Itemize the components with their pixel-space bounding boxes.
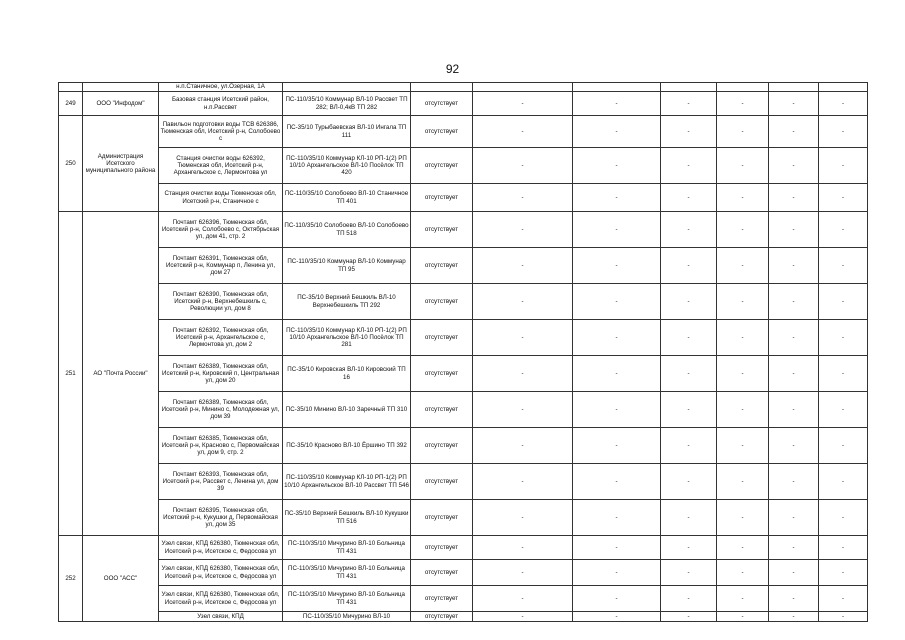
dash-cell: - xyxy=(661,320,717,356)
dash-cell: - xyxy=(819,536,868,560)
dash-cell: - xyxy=(717,586,769,612)
object-cell: Базовая станция Исетский район, н.п.Рассвет xyxy=(159,92,283,116)
dash-cell: - xyxy=(769,148,819,184)
dash-cell: - xyxy=(661,464,717,500)
num-cell: 249 xyxy=(59,92,83,116)
org-cell: ООО "АСС" xyxy=(83,536,159,622)
status-cell: отсутствует xyxy=(411,392,473,428)
object-cell: Почтамт 626392, Тюменская обл, Исетский р-н, Архангельское с, Лермонтова ул, дом 2 xyxy=(159,320,283,356)
dash-cell: - xyxy=(573,586,661,612)
dash-cell: - xyxy=(661,612,717,622)
dash-cell: - xyxy=(769,392,819,428)
status-cell: отсутствует xyxy=(411,184,473,212)
dash-cell: - xyxy=(819,92,868,116)
dash-cell: - xyxy=(769,248,819,284)
num-cell: 251 xyxy=(59,212,83,536)
dash-cell: - xyxy=(573,92,661,116)
dash-cell: - xyxy=(473,500,573,536)
dash-cell: - xyxy=(573,116,661,148)
supply-cell: ПС-35/10 Турыбаевская ВЛ-10 Ингала ТП 111 xyxy=(283,116,411,148)
dash-cell: - xyxy=(769,320,819,356)
dash-cell: - xyxy=(769,560,819,586)
dash-cell: - xyxy=(473,92,573,116)
dash-cell: - xyxy=(473,536,573,560)
dash-cell: - xyxy=(717,248,769,284)
dash-cell: - xyxy=(661,184,717,212)
object-cell: Станция очистки воды 626392, Тюменская обл, Исетский р-н, Архангельское с, Лермонтова ул xyxy=(159,148,283,184)
supply-cell: ПС-110/35/10 Мичурино ВЛ-10 Больница ТП 431 xyxy=(283,586,411,612)
supply-cell: ПС-35/10 Верхний Бешкиль ВЛ-10 Кукушки ТП 516 xyxy=(283,500,411,536)
dash-cell: - xyxy=(769,612,819,622)
dash-cell: - xyxy=(573,536,661,560)
dash-cell: - xyxy=(573,428,661,464)
table-row xyxy=(59,392,868,428)
dash-cell: - xyxy=(473,586,573,612)
dash-cell: - xyxy=(717,500,769,536)
empty-cell xyxy=(573,83,661,92)
dash-cell: - xyxy=(573,212,661,248)
status-cell: отсутствует xyxy=(411,92,473,116)
object-cell: Почтамт 626396, Тюменская обл, Исетский р-н, Солобоево с, Октябрьская ул, дом 41, стр. 2 xyxy=(159,212,283,248)
dash-cell: - xyxy=(473,392,573,428)
object-cell: Почтамт 626389, Тюменская обл, Исетский р-н, Минино с, Молодежная ул, дом 39 xyxy=(159,392,283,428)
object-cell: Почтамт 626391, Тюменская обл, Исетский р-н, Коммунар п, Ленина ул, дом 27 xyxy=(159,248,283,284)
supply-cell: ПС-110/35/10 Коммунар ВЛ-10 Рассвет ТП 282; ВЛ-0,4кВ ТП 282 xyxy=(283,92,411,116)
supply-cell: ПС-110/35/10 Солобоево ВЛ-10 Станичное ТП 401 xyxy=(283,184,411,212)
empty-cell xyxy=(819,83,868,92)
num-cell: 250 xyxy=(59,116,83,212)
supply-cell: ПС-110/35/10 Мичурино ВЛ-10 Больница ТП 431 xyxy=(283,560,411,586)
dash-cell: - xyxy=(769,212,819,248)
dash-cell: - xyxy=(661,536,717,560)
dash-cell: - xyxy=(769,92,819,116)
status-cell: отсутствует xyxy=(411,428,473,464)
num-cell: 252 xyxy=(59,536,83,622)
dash-cell: - xyxy=(661,92,717,116)
dash-cell: - xyxy=(573,248,661,284)
dash-cell: - xyxy=(573,560,661,586)
supply-cell: ПС-110/35/10 Коммунар КЛ-10 РП-1(2) РП 10/10 Архангельское ВЛ-10 Посёлок ТП 420 xyxy=(283,148,411,184)
supply-cell: ПС-110/35/10 Коммунар КЛ-10 РП-1(2) РП 10/10 Архангельское ВЛ-10 Посёлок ТП 281 xyxy=(283,320,411,356)
supply-cell: ПС-35/10 Красново ВЛ-10 Ёршино ТП 392 xyxy=(283,428,411,464)
empty-cell xyxy=(473,83,573,92)
dash-cell: - xyxy=(573,148,661,184)
dash-cell: - xyxy=(661,428,717,464)
num-cell xyxy=(59,83,83,92)
object-cell: Узел связи, КПД 626380, Тюменская обл, Исетский р-н, Исетское с, Федосова ул xyxy=(159,536,283,560)
dash-cell: - xyxy=(769,116,819,148)
dash-cell: - xyxy=(661,560,717,586)
dash-cell: - xyxy=(819,612,868,622)
status-cell: отсутствует xyxy=(411,500,473,536)
dash-cell: - xyxy=(717,284,769,320)
status-cell: отсутствует xyxy=(411,560,473,586)
status-cell: отсутствует xyxy=(411,148,473,184)
table-row xyxy=(59,560,868,586)
object-cell: Узел связи, КПД xyxy=(159,612,283,622)
object-cell: Узел связи, КПД 626380, Тюменская обл, Исетский р-н, Исетское с, Федосова ул xyxy=(159,560,283,586)
empty-cell xyxy=(717,83,769,92)
object-cell: н.п.Станичное, ул.Озерная, 1А xyxy=(159,83,283,92)
status-cell: отсутствует xyxy=(411,320,473,356)
dash-cell: - xyxy=(717,428,769,464)
dash-cell: - xyxy=(819,464,868,500)
dash-cell: - xyxy=(717,464,769,500)
dash-cell: - xyxy=(473,148,573,184)
dash-cell: - xyxy=(819,212,868,248)
table-row xyxy=(59,83,868,92)
dash-cell: - xyxy=(473,184,573,212)
dash-cell: - xyxy=(661,392,717,428)
empty-cell xyxy=(661,83,717,92)
dash-cell: - xyxy=(717,92,769,116)
table-row xyxy=(59,464,868,500)
supply-cell: ПС-35/10 Верхний Бешкиль ВЛ-10 Верхнебешкиль ТП 292 xyxy=(283,284,411,320)
dash-cell: - xyxy=(473,320,573,356)
dash-cell: - xyxy=(573,184,661,212)
dash-cell: - xyxy=(473,428,573,464)
table-row xyxy=(59,586,868,612)
dash-cell: - xyxy=(473,284,573,320)
dash-cell: - xyxy=(717,148,769,184)
table-row xyxy=(59,500,868,536)
dash-cell: - xyxy=(769,464,819,500)
status-cell: отсутствует xyxy=(411,356,473,392)
dash-cell: - xyxy=(573,320,661,356)
dash-cell: - xyxy=(661,148,717,184)
dash-cell: - xyxy=(769,536,819,560)
object-cell: Почтамт 626393, Тюменская обл, Исетский р-н, Рассвет с, Ленина ул, дом 39 xyxy=(159,464,283,500)
supply-cell: ПС-110/35/10 Мичурино ВЛ-10 xyxy=(283,612,411,622)
dash-cell: - xyxy=(473,560,573,586)
object-cell: Почтамт 626395, Тюменская обл, Исетский р-н, Кукушки д, Первомайская ул, дом 35 xyxy=(159,500,283,536)
dash-cell: - xyxy=(769,500,819,536)
status-cell: отсутствует xyxy=(411,116,473,148)
dash-cell: - xyxy=(661,212,717,248)
table-row xyxy=(59,248,868,284)
dash-cell: - xyxy=(819,148,868,184)
dash-cell: - xyxy=(717,536,769,560)
dash-cell: - xyxy=(717,184,769,212)
table-row xyxy=(59,148,868,184)
table-row xyxy=(59,92,868,116)
table-row xyxy=(59,184,868,212)
table-row xyxy=(59,116,868,148)
table-row xyxy=(59,284,868,320)
dash-cell: - xyxy=(573,612,661,622)
table-row xyxy=(59,428,868,464)
dash-cell: - xyxy=(819,320,868,356)
dash-cell: - xyxy=(661,356,717,392)
dash-cell: - xyxy=(573,284,661,320)
status-cell: отсутствует xyxy=(411,212,473,248)
dash-cell: - xyxy=(769,586,819,612)
table-row xyxy=(59,212,868,248)
dash-cell: - xyxy=(717,560,769,586)
org-cell: ООО "Инфодом" xyxy=(83,92,159,116)
dash-cell: - xyxy=(769,284,819,320)
dash-cell: - xyxy=(819,586,868,612)
empty-cell xyxy=(411,83,473,92)
status-cell: отсутствует xyxy=(411,284,473,320)
dash-cell: - xyxy=(769,184,819,212)
status-cell: отсутствует xyxy=(411,464,473,500)
dash-cell: - xyxy=(819,356,868,392)
dash-cell: - xyxy=(769,356,819,392)
dash-cell: - xyxy=(819,116,868,148)
dash-cell: - xyxy=(819,284,868,320)
object-cell: Почтамт 626385, Тюменская обл, Исетский р-н, Красново с, Первомайская ул, дом 9, стр. 2 xyxy=(159,428,283,464)
object-cell: Узел связи, КПД 626380, Тюменская обл, Исетский р-н, Исетское с, Федосова ул xyxy=(159,586,283,612)
dash-cell: - xyxy=(661,284,717,320)
dash-cell: - xyxy=(717,612,769,622)
dash-cell: - xyxy=(819,184,868,212)
dash-cell: - xyxy=(819,560,868,586)
dash-cell: - xyxy=(819,392,868,428)
dash-cell: - xyxy=(717,320,769,356)
dash-cell: - xyxy=(573,500,661,536)
dash-cell: - xyxy=(717,212,769,248)
object-cell: Почтамт 626390, Тюменская обл, Исетский р-н, Верхнебешкиль с, Революции ул, дом 8 xyxy=(159,284,283,320)
dash-cell: - xyxy=(473,116,573,148)
object-cell: Павильон подготовки воды ТСВ 626386, Тюменская обл, Исетский р-н, Солобоево с xyxy=(159,116,283,148)
org-cell: Администрация Исетского муниципального района xyxy=(83,116,159,212)
dash-cell: - xyxy=(717,392,769,428)
dash-cell: - xyxy=(661,586,717,612)
object-cell: Станция очистки воды Тюменская обл, Исетский р-н, Станичное с xyxy=(159,184,283,212)
empty-cell xyxy=(283,83,411,92)
supply-cell: ПС-35/10 Минино ВЛ-10 Заречный ТП 310 xyxy=(283,392,411,428)
dash-cell: - xyxy=(769,428,819,464)
dash-cell: - xyxy=(473,212,573,248)
supply-cell: ПС-110/35/10 Коммунар КЛ-10 РП-1(2) РП 10/10 Архангельское ВЛ-10 Рассвет ТП 546 xyxy=(283,464,411,500)
supply-cell: ПС-110/35/10 Солобоево ВЛ-10 Солобоево ТП 518 xyxy=(283,212,411,248)
dash-cell: - xyxy=(473,612,573,622)
org-cell: АО "Почта России" xyxy=(83,212,159,536)
status-cell: отсутствует xyxy=(411,586,473,612)
supply-cell: ПС-110/35/10 Мичурино ВЛ-10 Больница ТП 431 xyxy=(283,536,411,560)
dash-cell: - xyxy=(573,356,661,392)
dash-cell: - xyxy=(573,392,661,428)
dash-cell: - xyxy=(473,356,573,392)
dash-cell: - xyxy=(661,500,717,536)
org-cell xyxy=(83,83,159,92)
status-cell: отсутствует xyxy=(411,536,473,560)
dash-cell: - xyxy=(661,116,717,148)
data-table xyxy=(58,82,868,622)
dash-cell: - xyxy=(717,356,769,392)
dash-cell: - xyxy=(573,464,661,500)
supply-cell: ПС-35/10 Кировская ВЛ-10 Кировский ТП 16 xyxy=(283,356,411,392)
dash-cell: - xyxy=(473,464,573,500)
status-cell: отсутствует xyxy=(411,248,473,284)
dash-cell: - xyxy=(717,116,769,148)
dash-cell: - xyxy=(473,248,573,284)
dash-cell: - xyxy=(661,248,717,284)
table-row xyxy=(59,320,868,356)
empty-cell xyxy=(769,83,819,92)
supply-cell: ПС-110/35/10 Коммунар ВЛ-10 Коммунар ТП 95 xyxy=(283,248,411,284)
object-cell: Почтамт 626389, Тюменская обл, Исетский р-н, Кировский п, Центральная ул, дом 20 xyxy=(159,356,283,392)
page-number: 92 xyxy=(445,62,460,76)
table-row xyxy=(59,356,868,392)
table-row xyxy=(59,536,868,560)
dash-cell: - xyxy=(819,500,868,536)
dash-cell: - xyxy=(819,248,868,284)
status-cell: отсутствует xyxy=(411,612,473,622)
table-row xyxy=(59,612,868,622)
dash-cell: - xyxy=(819,428,868,464)
